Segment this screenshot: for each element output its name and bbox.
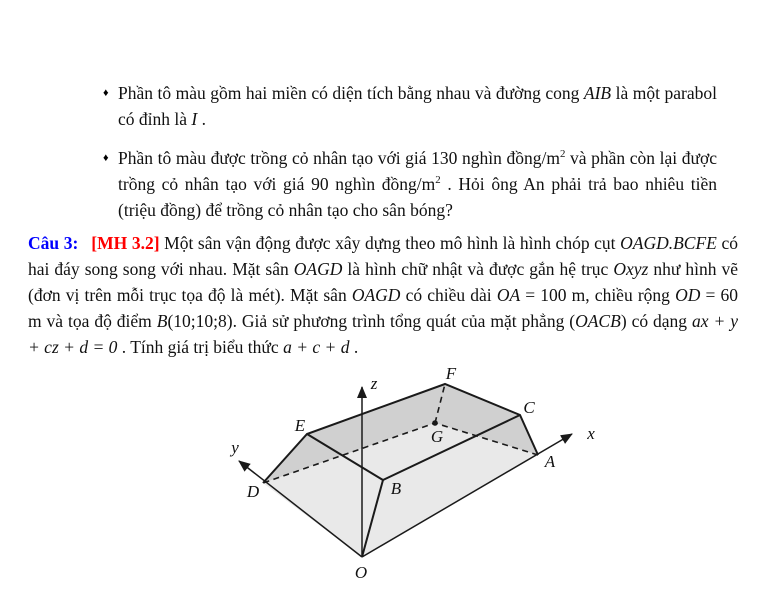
bullet-item-parabola <box>103 80 718 132</box>
vertex-dot-G <box>432 420 438 426</box>
bullet-list <box>28 80 738 223</box>
axis-label-z: z <box>370 374 378 393</box>
vertex-label-D: D <box>246 482 260 501</box>
question-3-text: Câu 3: [MH 3.2] Một sân vận động được xây dựng theo mô hình là hình chóp cụt OAGD.BCFE có hai đáy song song với nhau. Mặt sân OAGD là hình chữ nhật và được gắn hệ trục Oxyz như hình vẽ (đơn vị trên mỗi trục tọa độ là mét). Mặt sân OAGD có chiều dài OA = 100 m, chiều rộng OD = 60 m và tọa độ điểm B(10;10;8). Giả sử phương trình tổng quát của mặt phẳng (OACB) có dạng ax + y + cz + d = 0 . Tính giá trị biểu thức a + c + d . <box>28 233 738 357</box>
vertex-label-B: B <box>390 479 402 498</box>
vertex-label-A: A <box>544 452 556 471</box>
bullet-text-parabola: Phần tô màu gồm hai miền có diện tích bằng nhau và đường cong AIB là một parabol có đỉnh là I . <box>118 83 718 129</box>
axis-label-y: y <box>231 438 239 457</box>
vertex-label-E: E <box>294 416 306 435</box>
bullet-diamond-icon: ♦ <box>103 87 109 99</box>
vertex-label-O: O <box>354 563 368 582</box>
vertex-label-C: C <box>523 398 535 417</box>
frustum-svg <box>220 363 608 591</box>
question-3-paragraph <box>28 230 738 360</box>
bullet-text-grass-cost: Phần tô màu được trồng cỏ nhân tạo với giá 130 nghìn đồng/$m^2$ và phần còn lại được trồng cỏ nhân tạo với giá 90 nghìn đồng/$m^2$ . Hỏi ông An phải trả bao nhiêu tiền (triệu đồng) để trồng cỏ nhân tạo cho sân bóng? <box>118 148 717 220</box>
bullet-item-grass-cost <box>103 145 717 223</box>
vertex-label-G: G <box>430 427 444 446</box>
axis-label-x: x <box>587 424 595 443</box>
vertex-label-F: F <box>445 364 457 383</box>
frustum-figure <box>220 363 610 598</box>
bullet-diamond-icon: ♦ <box>103 152 109 164</box>
